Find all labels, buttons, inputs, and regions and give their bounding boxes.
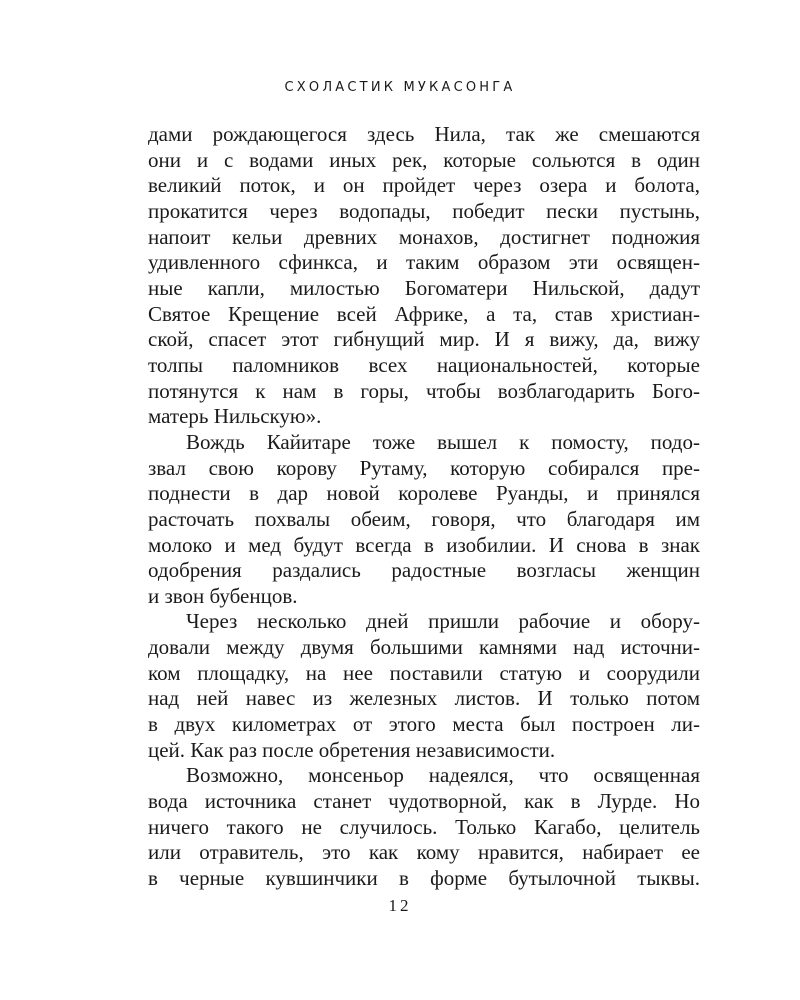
text-line: звал свою корову Рутаму, которую собирался пре- — [148, 455, 700, 480]
text-line: прокатится через водопады, победит пески пустынь, — [148, 198, 700, 223]
text-line: матерь Нильскую». — [148, 404, 322, 429]
body-text — [148, 122, 700, 892]
text-line: и звон бубенцов. — [148, 583, 298, 608]
text-line: толпы паломников всех национальностей, которые — [148, 352, 700, 377]
text-line: Вождь Кайитаре тоже вышел к помосту, подо- — [186, 429, 700, 454]
text-line: дами рождающегося здесь Нила, так же смешаются — [148, 122, 700, 146]
text-line: в черные кувшинчики в форме бутылочной тыквы. — [148, 866, 700, 891]
text-line: они и с водами иных рек, которые сольются в один — [148, 147, 700, 172]
text-line: над ней навес из железных листов. И только потом — [148, 686, 700, 711]
text-line: Возможно, монсеньор надеялся, что освященная — [186, 763, 700, 788]
text-line: Через несколько дней пришли рабочие и обору- — [186, 609, 700, 634]
text-line: молоко и мед будут всегда в изобилии. И снова в знак — [148, 532, 700, 557]
text-line: великий поток, и он пройдет через озера и болота, — [148, 173, 700, 198]
text-line: напоит кельи древних монахов, достигнет подножия — [148, 224, 700, 249]
text-line: довали между двумя большими камнями над источни- — [148, 635, 700, 660]
text-line: одобрения раздались радостные возгласы женщин — [148, 558, 700, 583]
text-line: потянутся к нам в горы, чтобы возблагодарить Бого- — [148, 378, 700, 403]
text-line: расточать похвалы обеим, говоря, что благодаря им — [148, 506, 700, 531]
text-line: удивленного сфинкса, и таким образом эти освящен- — [148, 250, 700, 275]
text-line: вода источника станет чудотворной, как в Лурде. Но — [148, 789, 700, 814]
text-line: ком площадку, на нее поставили статую и соорудили — [148, 660, 700, 685]
text-line: ской, спасет этот гибнущий мир. И я вижу, да, вижу — [148, 327, 700, 352]
running-head: СХОЛАСТИК МУКАСОНГА — [284, 80, 516, 95]
text-line: или отравитель, это как кому нравится, набирает ее — [148, 840, 700, 865]
text-line: ничего такого не случилось. Только Кагабо, целитель — [148, 814, 700, 839]
text-line: поднести в дар новой королеве Руанды, и принялся — [148, 481, 700, 506]
text-line: ные капли, милостью Богоматери Нильской, дадут — [148, 275, 700, 300]
text-line: в двух километрах от этого места был построен ли- — [148, 712, 700, 737]
text-line: цей. Как раз после обретения независимости. — [148, 737, 556, 762]
text-line: Святое Крещение всей Африке, а та, став христиан- — [148, 301, 700, 326]
page-number: 12 — [388, 896, 412, 915]
